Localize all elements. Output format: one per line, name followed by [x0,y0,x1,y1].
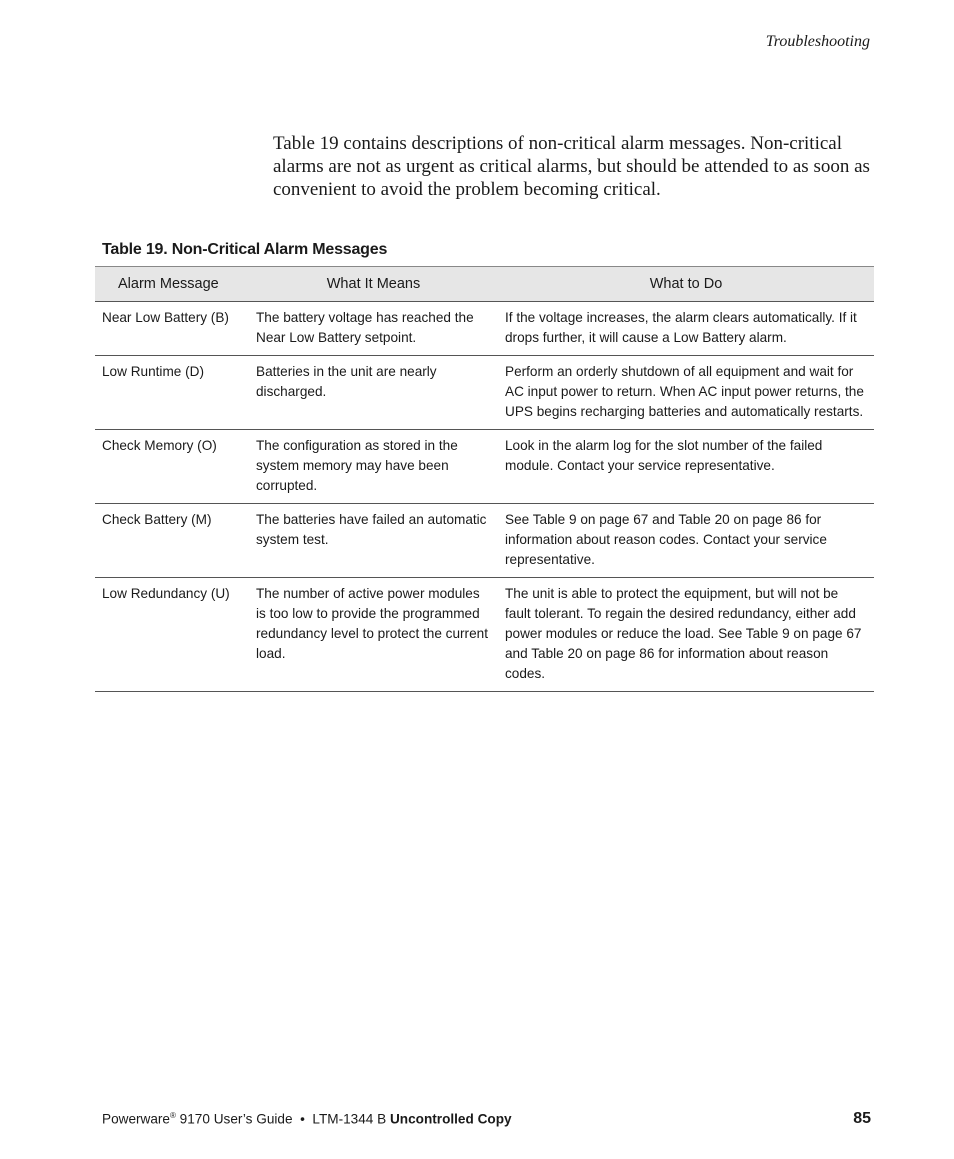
footer-guide-info: 9170 User’s Guide • LTM-1344 B [175,1111,390,1127]
table-row [95,302,874,356]
alarm-message-cell: Low Runtime (D) [95,356,249,430]
action-cell: The unit is able to protect the equipment, but will not be fault tolerant. To regain the desired redundancy, either add power modules or reduce the load. See Table 9 on page 67 and Table 20 on page 86 for information about reason codes. [498,578,874,692]
table-row [95,578,874,692]
meaning-cell: The number of active power modules is too low to provide the programmed redundancy level to protect the current load. [249,578,498,692]
footer-brand: Powerware [102,1111,170,1127]
meaning-cell: Batteries in the unit are nearly discharged. [249,356,498,430]
meaning-cell: The batteries have failed an automatic system test. [249,504,498,578]
table-header-row [95,267,874,302]
running-head: Troubleshooting [765,33,870,50]
page-footer [102,1111,512,1127]
table-title: Table 19. Non-Critical Alarm Messages [102,241,388,258]
meaning-cell: The battery voltage has reached the Near Low Battery setpoint. [249,302,498,356]
table-row [95,430,874,504]
action-cell: If the voltage increases, the alarm clears automatically. If it drops further, it will cause a Low Battery alarm. [498,302,874,356]
action-cell: Look in the alarm log for the slot number of the failed module. Contact your service representative. [498,430,874,504]
table-row [95,356,874,430]
alarm-message-cell: Check Memory (O) [95,430,249,504]
column-header-what-it-means: What It Means [249,267,498,302]
table-row [95,504,874,578]
alarm-message-cell: Low Redundancy (U) [95,578,249,692]
registered-mark: ® [170,1111,176,1120]
footer-copy-status: Uncontrolled Copy [389,1111,512,1127]
page-number: 85 [853,1110,871,1127]
column-header-alarm-message: Alarm Message [95,267,249,302]
alarm-message-cell: Check Battery (M) [95,504,249,578]
meaning-cell: The configuration as stored in the system memory may have been corrupted. [249,430,498,504]
alarm-messages-table [95,266,874,692]
action-cell: Perform an orderly shutdown of all equipment and wait for AC input power to return. When AC input power returns, the UPS begins recharging batteries and automatically restarts. [498,356,874,430]
column-header-what-to-do: What to Do [498,267,874,302]
action-cell: See Table 9 on page 67 and Table 20 on page 86 for information about reason codes. Contact your service representative. [498,504,874,578]
alarm-message-cell: Near Low Battery (B) [95,302,249,356]
intro-paragraph: Table 19 contains descriptions of non-critical alarm messages. Non-critical alarms are not as urgent as critical alarms, but should be attended to as soon as convenient to avoid the problem becoming critical. [273,133,870,200]
